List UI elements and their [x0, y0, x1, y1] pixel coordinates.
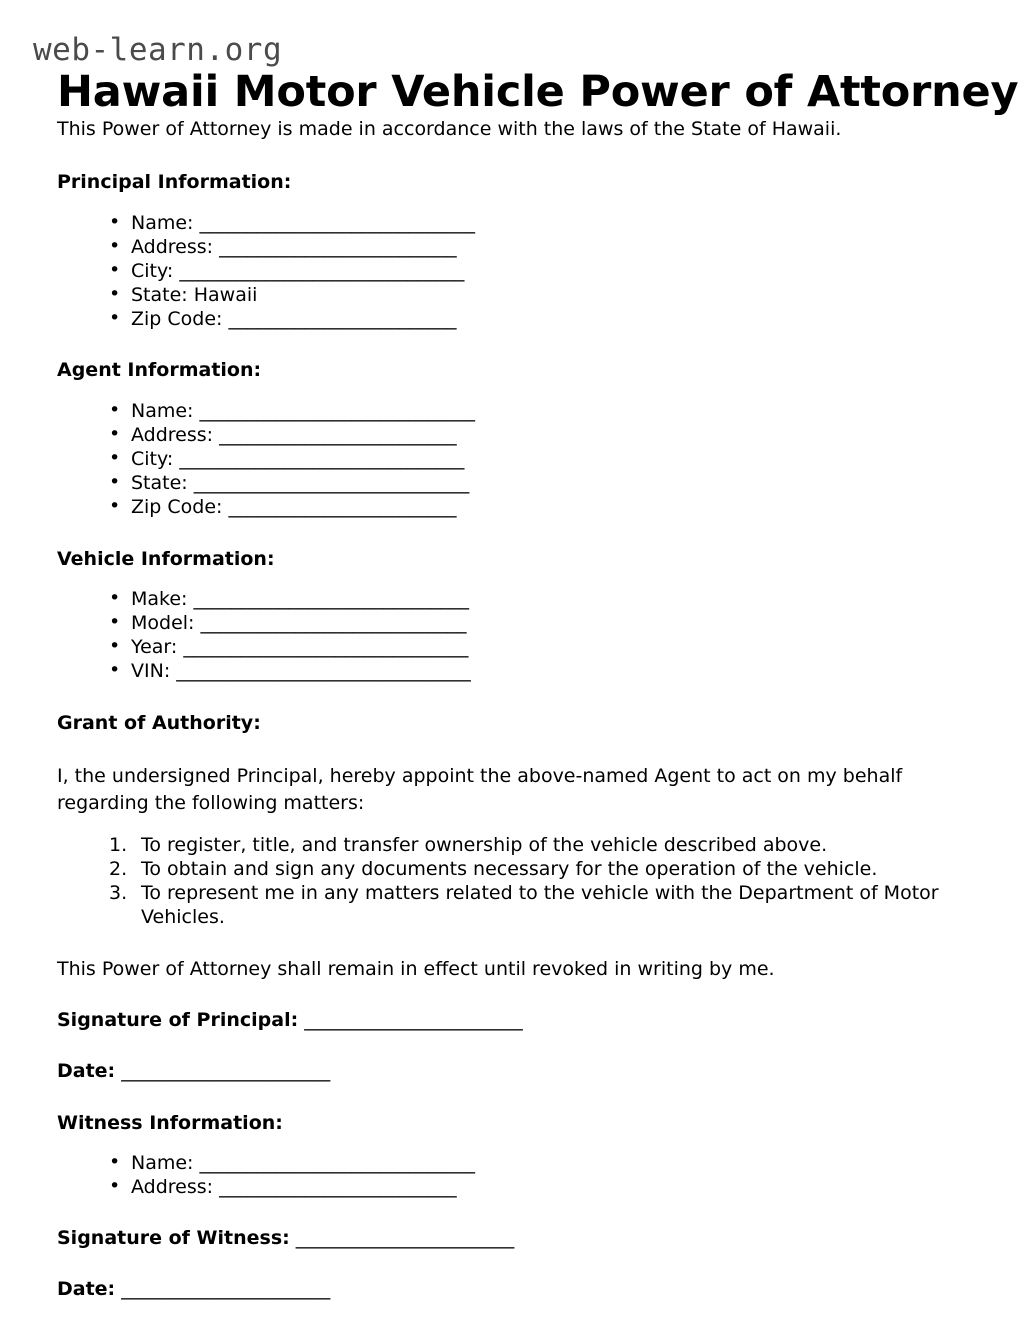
field-label: Zip Code:	[131, 495, 223, 518]
field-blank[interactable]: ______________________________	[183, 636, 469, 659]
field-label: Name:	[131, 400, 194, 423]
section-heading-agent: Agent Information:	[57, 359, 262, 382]
field-blank[interactable]: ________________________	[228, 495, 457, 518]
witness-field-list	[57, 1136, 968, 1200]
field-label: City:	[131, 447, 174, 470]
list-item	[105, 236, 968, 260]
witness-date-row	[57, 1251, 968, 1302]
field-label: Model:	[131, 612, 195, 635]
list-item	[105, 400, 968, 424]
list-item	[105, 660, 968, 684]
list-item	[105, 284, 968, 308]
vehicle-field-list	[57, 572, 968, 684]
section-heading-principal: Principal Information:	[57, 171, 292, 194]
grant-intro-paragraph: I, the undersigned Principal, hereby appoint the above-named Agent to act on my behalf regarding the following matters:	[57, 764, 903, 814]
list-item	[105, 496, 968, 520]
site-watermark: web-learn.org	[33, 32, 283, 68]
field-blank[interactable]: _______________________________	[176, 660, 471, 683]
principal-date-blank[interactable]: ______________________	[121, 1060, 331, 1083]
list-item	[105, 612, 968, 636]
section-heading-vehicle: Vehicle Information:	[57, 547, 275, 570]
list-item	[105, 212, 968, 236]
section-heading-grant-of-authority: Grant of Authority:	[57, 712, 261, 735]
list-item	[105, 308, 968, 332]
witness-date-blank[interactable]: ______________________	[121, 1278, 331, 1301]
field-blank[interactable]: _________________________	[219, 235, 457, 258]
witness-signature-label: Signature of Witness:	[57, 1227, 290, 1250]
field-blank[interactable]: ______________________________	[179, 447, 465, 470]
field-blank[interactable]: ________________________	[228, 307, 457, 330]
principal-signature-row	[57, 982, 968, 1033]
field-blank[interactable]: _____________________________	[199, 1152, 476, 1175]
field-label: State:	[131, 471, 188, 494]
field-label: City:	[131, 259, 174, 282]
list-item	[105, 260, 968, 284]
revocation-paragraph: This Power of Attorney shall remain in effect until revoked in writing by me.	[57, 957, 775, 980]
field-label: Zip Code:	[131, 307, 223, 330]
field-label: Year:	[131, 636, 178, 659]
list-item	[105, 1176, 968, 1200]
intro-paragraph: This Power of Attorney is made in accordance with the laws of the State of Hawaii.	[57, 118, 842, 141]
field-blank[interactable]: _____________________________	[199, 400, 476, 423]
list-item	[105, 1152, 968, 1176]
principal-signature-label: Signature of Principal:	[57, 1009, 299, 1032]
list-item	[105, 424, 968, 448]
field-blank[interactable]: _____________________________	[193, 588, 469, 611]
principal-date-row	[57, 1033, 968, 1084]
field-blank[interactable]: _________________________	[219, 424, 457, 447]
list-item	[105, 636, 968, 660]
list-item	[105, 588, 968, 612]
witness-signature-row	[57, 1200, 968, 1251]
list-item: To obtain and sign any documents necessary for the operation of the vehicle.	[141, 857, 878, 880]
section-heading-witness: Witness Information:	[57, 1111, 283, 1134]
witness-signature-blank[interactable]: _______________________	[295, 1227, 515, 1250]
field-blank[interactable]: _____________________________	[193, 471, 470, 494]
list-item	[105, 472, 968, 496]
witness-date-label: Date:	[57, 1278, 116, 1301]
field-blank[interactable]: _________________________	[219, 1176, 457, 1199]
field-blank[interactable]: _____________________________	[199, 211, 476, 234]
field-label: Address:	[131, 424, 214, 447]
field-label: Name:	[131, 1152, 194, 1175]
field-blank[interactable]: ____________________________	[200, 612, 467, 635]
field-label: Make:	[131, 588, 188, 611]
page-title: Hawaii Motor Vehicle Power of Attorney	[57, 67, 1019, 117]
field-label: Address:	[131, 1176, 214, 1199]
field-label: Name:	[131, 211, 194, 234]
list-item: To register, title, and transfer ownership of the vehicle described above.	[141, 833, 828, 856]
principal-signature-blank[interactable]: _______________________	[304, 1009, 523, 1032]
authority-list	[57, 817, 968, 930]
field-label: VIN:	[131, 660, 171, 683]
field-blank[interactable]: ______________________________	[179, 259, 465, 282]
principal-field-list	[57, 196, 968, 332]
field-label: State: Hawaii	[131, 283, 258, 306]
field-label: Address:	[131, 235, 214, 258]
list-item: To represent me in any matters related to the vehicle with the Department of Motor Vehicles.	[141, 881, 939, 928]
list-item	[105, 448, 968, 472]
agent-field-list	[57, 384, 968, 520]
principal-date-label: Date:	[57, 1060, 116, 1083]
